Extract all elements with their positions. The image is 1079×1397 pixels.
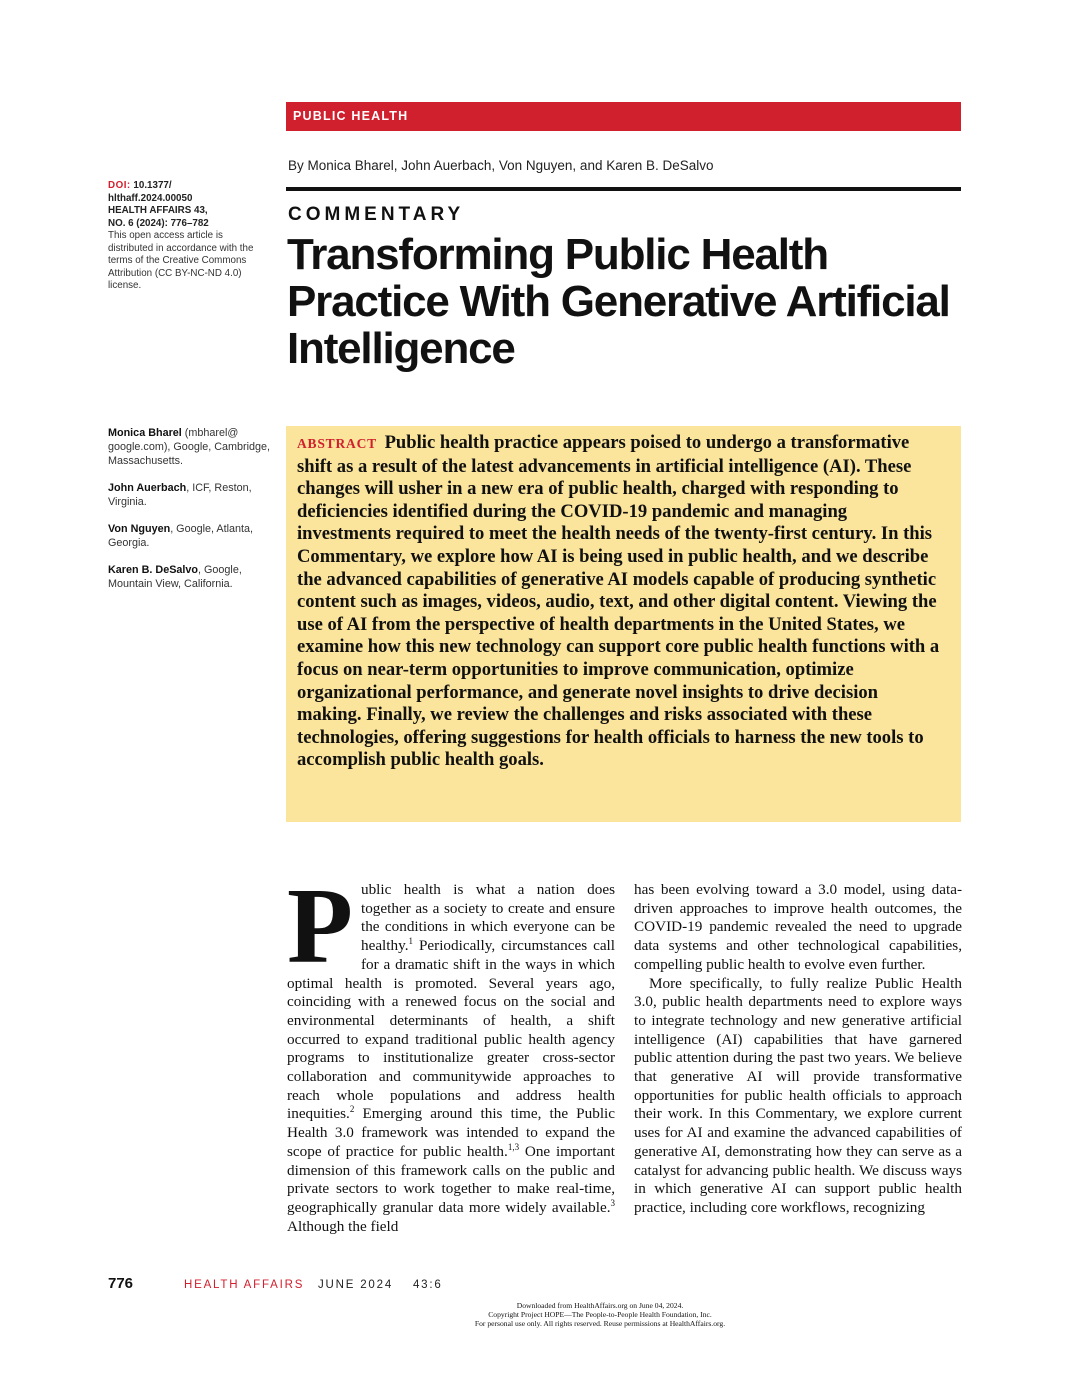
- usage-line: For personal use only. All rights reserved. Reuse permissions at HealthAffairs.org.: [474, 1319, 726, 1328]
- doi-block: [108, 180, 268, 293]
- reference-marker[interactable]: 1,3: [507, 1141, 520, 1152]
- author-entry: Monica Bharel (mbharel@ google.com), Google, Cambridge, Massachusetts.: [108, 427, 271, 467]
- doi-label: DOI:: [108, 180, 131, 191]
- section-label: PUBLIC HEALTH: [293, 109, 409, 123]
- download-notice: [300, 1301, 900, 1328]
- article-title: Transforming Public Health Practice With Generative Artificial Intelligence: [287, 230, 950, 373]
- body-column-right: [634, 881, 962, 1218]
- footer-issue-date: JUNE 2024 43:6: [318, 1279, 443, 1291]
- doi-value[interactable]: 10.1377/: [133, 180, 172, 191]
- title-rule: [286, 187, 961, 191]
- doi-line2[interactable]: hlthaff.2024.00050: [108, 192, 193, 204]
- author-entry: Von Nguyen, Google, Atlanta, Georgia.: [108, 523, 254, 549]
- article-type: COMMENTARY: [288, 204, 465, 225]
- abstract-text: ABSTRACT Public health practice appears poised to undergo a transformative shift as a result of the latest advancements in artificial intelligence (AI). These changes will usher in a new era of public health, charged with responding to deficiencies identified during the COVID-19 pandemic and managing investments required to meet the health needs of the twenty-first century. In this Commentary, we explore how AI is being used in public health, and we describe the advanced capabilities of generative AI models capable of producing synthetic content such as images, videos, audio, text, and other digital content. Viewing the use of AI from the perspective of health departments in the United States, we examine how this new technology can support core public health functions with a focus on near-term opportunities to improve communication, optimize organizational performance, and generate novel insights to drive decision making. Finally, we review the challenges and risks associated with these technologies, offering suggestions for health officials to harness the new tools to accomplish public health goals.: [297, 432, 940, 771]
- byline: By Monica Bharel, John Auerbach, Von Nguyen, and Karen B. DeSalvo: [288, 158, 714, 173]
- copyright-line: Copyright Project HOPE—The People-to-People Health Foundation, Inc.: [488, 1310, 712, 1319]
- doi-journal: HEALTH AFFAIRS 43,: [108, 205, 208, 216]
- abstract-box: [286, 426, 961, 822]
- body-column-left: Public health is what a nation does together as a society to create and ensure the conditions in which everyone can be healthy.$^1$ Periodically, circumstances call for a dramatic shift in the ways in which optimal health is promoted. Several years ago, coinciding with a renewed focus on the social and environmental determinants of health, a shift occurred to expand traditional public health agency programs to institutionalize greater cross-sector collaboration and communitywide approaches to reach whole populations and address health inequities.$^2$ Emerging around this time, the Public Health 3.0 framework was intended to expand the scope of practice for public health.$^{1,3}$ One important dimension of this framework calls on the public and private sectors to work together to make real-time, geographically granular data more widely available.$^3$ Although the field: [287, 867, 615, 1235]
- author-entry: John Auerbach, ICF, Reston, Virginia.: [108, 482, 252, 508]
- doi-issue: NO. 6 (2024): 776–782: [108, 217, 209, 229]
- author-entry: Karen B. DeSalvo, Google, Mountain View, California.: [108, 564, 242, 590]
- reference-marker[interactable]: 3: [610, 1197, 615, 1208]
- reference-marker[interactable]: 1: [408, 936, 413, 947]
- reference-marker[interactable]: 2: [349, 1104, 355, 1115]
- body-paragraph: More specifically, to fully realize Public Health 3.0, public health departments need to explore ways to integrate technology and new generative artificial intelligence (AI) capabilities that have garnered public attention during the past two years. We believe that generative AI will provide transformative opportunities for public health officials to approach their work. In this Commentary, we explore current uses for AI and examine the advanced capabilities of generative AI, demonstrating how they can serve as a catalyst for advancing public health. We discuss ways in which generative AI can support public health practice, including core workflows, recognizing: [634, 974, 962, 1216]
- license-note: This open access article is distributed in accordance with the terms of the Creative Commons Attribution (CC BY-NC-ND 4.0) license.: [108, 230, 254, 291]
- drop-cap: P: [287, 867, 353, 986]
- abstract-label: ABSTRACT: [297, 436, 377, 451]
- page-number: 776: [108, 1275, 134, 1292]
- body-paragraph: has been evolving toward a 3.0 model, using data-driven approaches to improve health outcomes, the COVID-19 pandemic revealed the need to upgrade data systems and other technological capabilities, compelling public health to evolve even further.: [634, 881, 962, 973]
- author-affiliations: [108, 426, 273, 604]
- footer-journal: HEALTH AFFAIRS: [184, 1279, 305, 1291]
- download-line: Downloaded from HealthAffairs.org on June 04, 2024.: [516, 1301, 684, 1310]
- section-banner: [286, 102, 961, 131]
